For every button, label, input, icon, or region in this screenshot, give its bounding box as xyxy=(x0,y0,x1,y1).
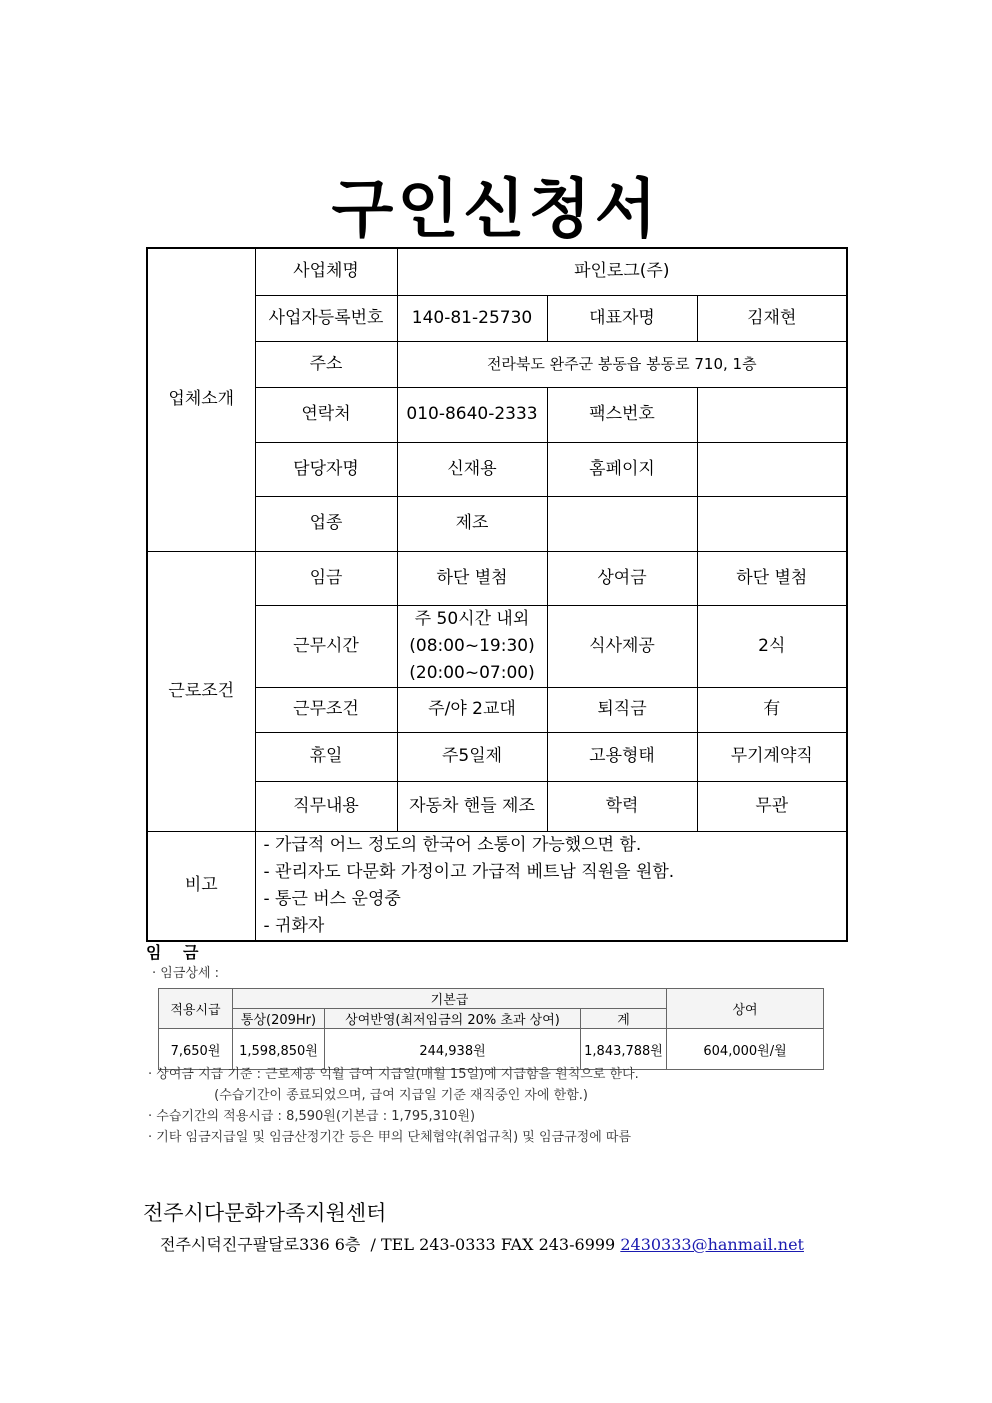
reg-number-value: 140-81-25730 xyxy=(397,295,547,341)
wage-col-bonus: 상여 xyxy=(667,989,824,1029)
note-line: · 수습기간의 적용시급 : 8,590원(기본급 : 1,795,310원) xyxy=(148,1109,476,1124)
education-value: 무관 xyxy=(697,781,847,831)
shift-value: 주/야 2교대 xyxy=(397,687,547,732)
remark-line: - 가급적 어느 정도의 한국어 소통이 가능했으면 함. xyxy=(263,834,642,855)
duty-label: 직무내용 xyxy=(255,781,397,831)
org-contact xyxy=(160,1232,804,1255)
company-name-value: 파인로그(주) xyxy=(397,248,847,295)
bonus-value: 하단 별첨 xyxy=(697,551,847,605)
hours-line-1: 주 50시간 내외 xyxy=(414,608,530,629)
phone-label: 연락처 xyxy=(255,387,397,442)
holiday-label: 휴일 xyxy=(255,732,397,781)
wage-total-value: 1,843,788원 xyxy=(581,1029,667,1070)
wage-col-rate: 적용시급 xyxy=(159,989,233,1029)
org-email-link[interactable]: 2430333@hanmail.net xyxy=(620,1235,804,1254)
wage-label: 임금 xyxy=(255,551,397,605)
severance-label: 퇴직금 xyxy=(547,687,697,732)
note-line: · 기타 임금지급일 및 임금산정기간 등은 甲의 단체협약(취업규칙) 및 임금규정에 따름 xyxy=(148,1130,632,1145)
fax-label: 팩스번호 xyxy=(547,387,697,442)
empty-cell xyxy=(697,496,847,551)
empty-cell xyxy=(547,496,697,551)
address-label: 주소 xyxy=(255,341,397,387)
page-title: 구인신청서 xyxy=(331,172,661,247)
wage-heading: 임 금 xyxy=(146,943,207,962)
remark-line: - 관리자도 다문화 가정이고 가급적 베트남 직원을 원함. xyxy=(263,861,675,882)
remark-line: - 귀화자 xyxy=(263,915,325,936)
homepage-value xyxy=(697,442,847,496)
company-section-label: 업체소개 xyxy=(147,248,255,551)
ceo-label: 대표자명 xyxy=(547,295,697,341)
fax-value xyxy=(697,387,847,442)
reg-number-label: 사업자등록번호 xyxy=(255,295,397,341)
wage-value: 하단 별첨 xyxy=(397,551,547,605)
wage-subheading: · 임금상세 : xyxy=(152,966,220,981)
hours-line-3: (20:00~07:00) xyxy=(409,662,535,683)
wage-col-base: 기본급 xyxy=(233,989,667,1009)
note-line: · 상여금 지급 기준 : 근로제공 익월 급여 지급일(매월 15일)에 지급함을 원칙으로 한다. xyxy=(148,1067,639,1082)
bonus-label: 상여금 xyxy=(547,551,697,605)
wage-extra-value: 244,938원 xyxy=(325,1029,581,1070)
remark-line: - 통근 버스 운영중 xyxy=(263,888,401,909)
wage-col-extra: 상여반영(최저임금의 20% 초과 상여) xyxy=(325,1009,581,1029)
manager-value: 신재용 xyxy=(397,442,547,496)
holiday-value: 주5일제 xyxy=(397,732,547,781)
employment-label: 고용형태 xyxy=(547,732,697,781)
org-address: 전주시덕진구팔달로336 6층 / TEL 243-0333 FAX 243-6999 xyxy=(160,1235,621,1254)
hours-label: 근무시간 xyxy=(255,605,397,687)
wage-col-total: 계 xyxy=(581,1009,667,1029)
education-label: 학력 xyxy=(547,781,697,831)
wage-bonus-value: 604,000원/월 xyxy=(667,1029,824,1070)
wage-detail-table xyxy=(158,988,824,1070)
wage-rate-value: 7,650원 xyxy=(159,1029,233,1070)
remarks-value xyxy=(255,831,847,941)
job-application-table xyxy=(146,247,848,942)
homepage-label: 홈페이지 xyxy=(547,442,697,496)
manager-label: 담당자명 xyxy=(255,442,397,496)
ceo-value: 김재현 xyxy=(697,295,847,341)
employment-value: 무기계약직 xyxy=(697,732,847,781)
hours-value xyxy=(397,605,547,687)
severance-value: 有 xyxy=(697,687,847,732)
shift-label: 근무조건 xyxy=(255,687,397,732)
address-value: 전라북도 완주군 봉동읍 봉동로 710, 1층 xyxy=(397,341,847,387)
wage-normal-value: 1,598,850원 xyxy=(233,1029,325,1070)
hours-line-2: (08:00~19:30) xyxy=(409,635,535,656)
phone-value: 010-8640-2333 xyxy=(397,387,547,442)
industry-label: 업종 xyxy=(255,496,397,551)
industry-value: 제조 xyxy=(397,496,547,551)
remarks-label: 비고 xyxy=(147,831,255,941)
org-name: 전주시다문화가족지원센터 xyxy=(143,1201,387,1225)
meal-label: 식사제공 xyxy=(547,605,697,687)
company-name-label: 사업체명 xyxy=(255,248,397,295)
meal-value: 2식 xyxy=(697,605,847,687)
wage-col-normal: 통상(209Hr) xyxy=(233,1009,325,1029)
wage-notes xyxy=(148,1064,639,1148)
duty-value: 자동차 핸들 제조 xyxy=(397,781,547,831)
note-line: (수습기간이 종료되었으며, 급여 지급일 기준 재직중인 자에 한함.) xyxy=(148,1088,588,1103)
conditions-section-label: 근로조건 xyxy=(147,551,255,831)
